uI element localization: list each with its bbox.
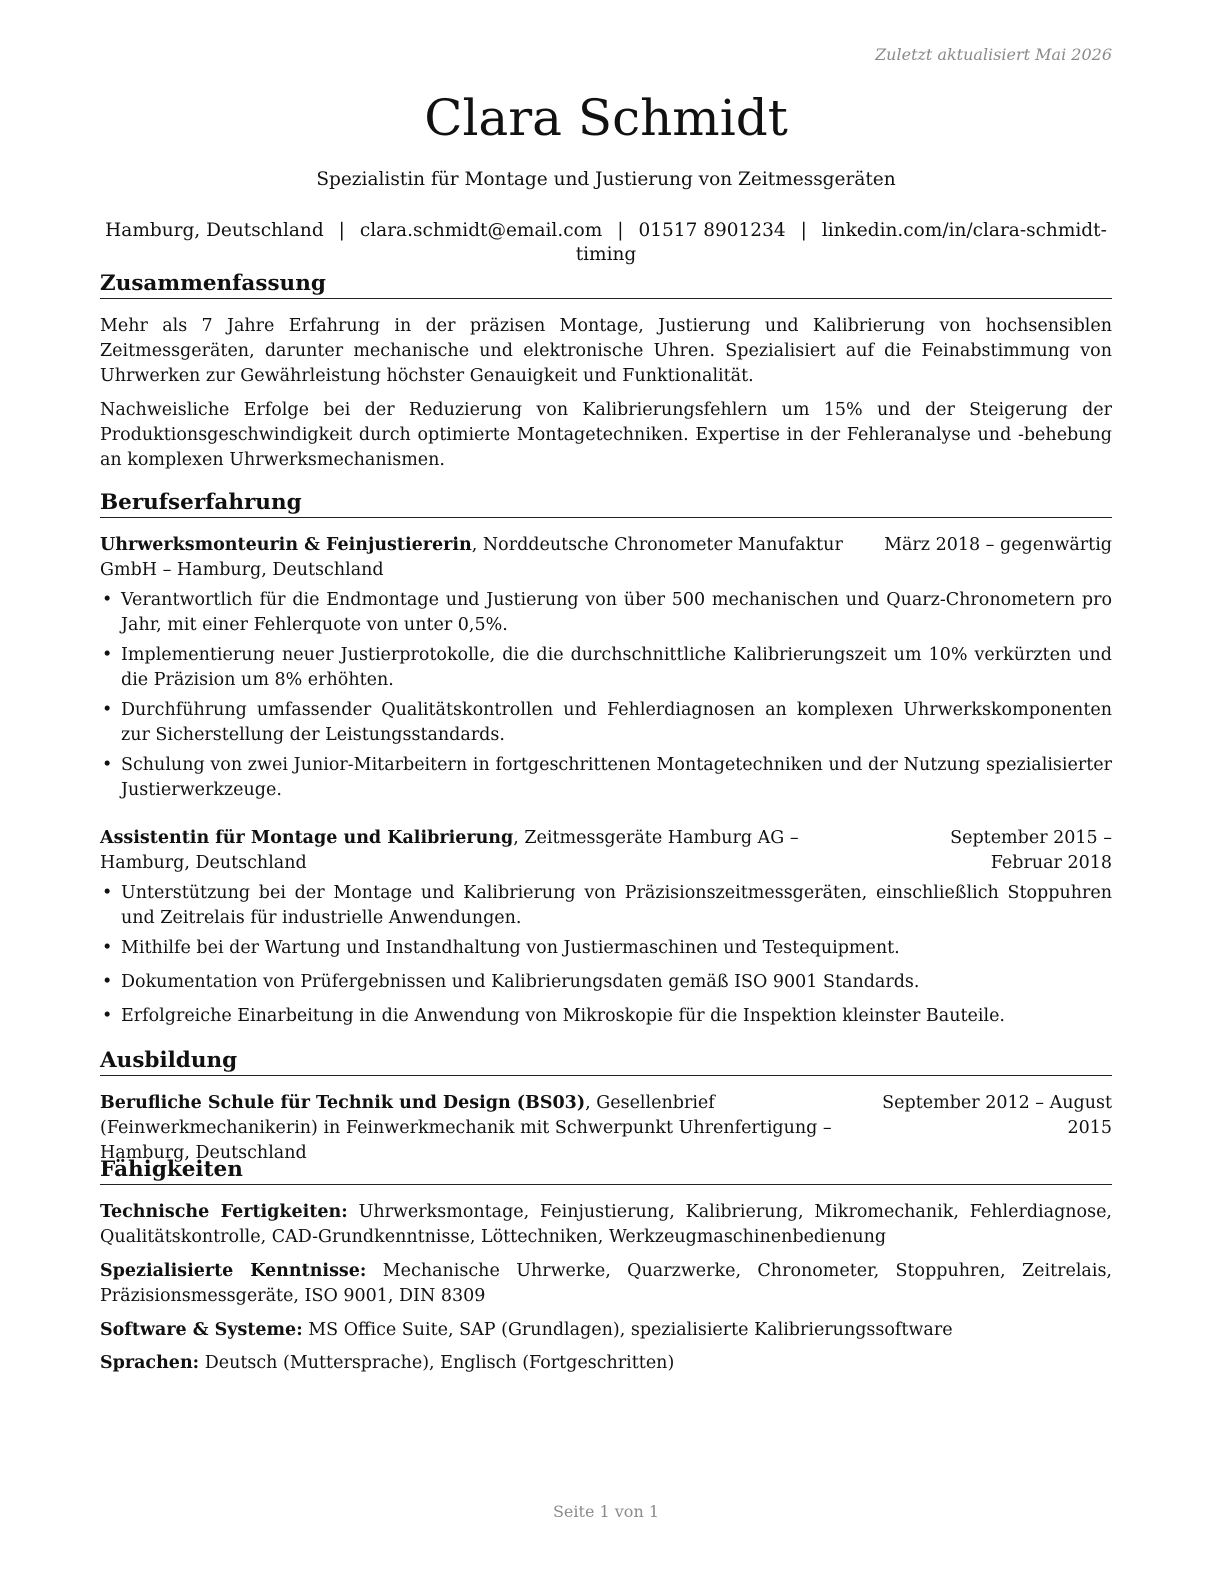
list-item: • Durchführung umfassender Qualitätskontrollen und Fehlerdiagnosen an komplexen Uhrwerkskomponenten zur Sicherstellung der Leistungsstandards. <box>102 700 1112 745</box>
list-item: • Erfolgreiche Einarbeitung in die Anwendung von Mikroskopie für die Inspektion kleinster Bauteile. <box>100 1004 1112 1029</box>
list-item: • Mithilfe bei der Wartung und Instandhaltung von Justiermaschinen und Testequipment. <box>100 936 1112 961</box>
section-title-skills: Fähigkeiten <box>100 1156 1112 1185</box>
job-role: Assistentin für Montage und Kalibrierung <box>100 828 514 848</box>
bullet-icon: • <box>102 590 113 610</box>
list-item: • Dokumentation von Prüfergebnissen und Kalibrierungsdaten gemäß ISO 9001 Standards. <box>100 970 1112 995</box>
job-company: , Zeitmessgeräte Hamburg AG – Hamburg, Deutschland <box>100 828 799 873</box>
skill-value: MS Office Suite, SAP (Grundlagen), spezialisierte Kalibrierungssoftware <box>302 1320 953 1340</box>
skill-row <box>100 1200 1112 1250</box>
list-item: • Unterstützung bei der Montage und Kalibrierung von Präzisionszeitmessgeräten, einschließlich Stoppuhren und Zeitrelais für industrielle Anwendungen. <box>102 883 1112 928</box>
job-bullets <box>100 881 1112 1029</box>
last-updated: Zuletzt aktualisiert Mai 2026 <box>875 45 1112 64</box>
section-title-education: Ausbildung <box>100 1047 1112 1076</box>
skill-row <box>100 1259 1112 1309</box>
candidate-name: Clara Schmidt <box>424 89 788 147</box>
job-role: Uhrwerksmonteurin & Feinjustiererin <box>100 535 472 555</box>
skill-label: Software & Systeme: <box>100 1320 303 1340</box>
skill-value: Uhrwerksmontage, Feinjustierung, Kalibrierung, Mikromechanik, Fehlerdiagnose, Qualitätskontrolle, CAD-Grundkenntnisse, Löttechniken, Werkzeugmaschinenbedienung <box>100 1202 1112 1247</box>
summary-paragraph: Nachweisliche Erfolge bei der Reduzierung von Kalibrierungsfehlern um 15% und der Steigerung der Produktionsgeschwindigkeit durch optimierte Montagetechniken. Expertise in der Fehleranalyse und -behebung an komplexen Uhrwerksmechanismen. <box>100 400 1112 470</box>
contact-separator: | <box>617 220 624 241</box>
education-school: Berufliche Schule für Technik und Design (BS03) <box>100 1093 586 1113</box>
bullet-icon: • <box>102 755 113 775</box>
list-item: • Implementierung neuer Justierprotokolle, die die durchschnittliche Kalibrierungszeit um 10% verkürzten und die Präzision um 8% erhöhten. <box>102 645 1112 690</box>
page-number: Seite 1 von 1 <box>552 1502 660 1521</box>
resume-page <box>100 0 1112 1584</box>
contact-linkedin[interactable]: linkedin.com/in/clara-schmidt-timing <box>575 220 1107 265</box>
section-title-summary: Zusammenfassung <box>100 270 1112 299</box>
summary-paragraph: Mehr als 7 Jahre Erfahrung in der präzisen Montage, Justierung und Kalibrierung von hochsensiblen Zeitmessgeräten, darunter mechanische und elektronische Uhren. Spezialisiert auf die Feinabstimmung von Uhrwerken zur Gewährleistung höchster Genauigkeit und Funktionalität. <box>100 316 1112 386</box>
skill-label: Spezialisierte Kenntnisse: <box>100 1261 367 1281</box>
contact-separator: | <box>338 220 345 241</box>
skill-row <box>100 1318 1112 1343</box>
bullet-icon: • <box>102 645 113 665</box>
bullet-icon: • <box>102 938 113 958</box>
bullet-icon: • <box>102 1006 113 1026</box>
job-dates: September 2015 – Februar 2018 <box>950 828 1112 873</box>
skill-label: Technische Fertigkeiten: <box>100 1202 348 1222</box>
bullet-icon: • <box>102 972 113 992</box>
skill-value: Mechanische Uhrwerke, Quarzwerke, Chronometer, Stoppuhren, Zeitrelais, Präzisionsmessgeräte, ISO 9001, DIN 8309 <box>100 1261 1112 1306</box>
education-entry <box>100 1091 1112 1166</box>
contact-location: Hamburg, Deutschland <box>105 220 324 241</box>
list-item: • Verantwortlich für die Endmontage und Justierung von über 500 mechanischen und Quarz-Chronometern pro Jahr, mit einer Fehlerquote von unter 0,5%. <box>102 590 1112 635</box>
contact-separator: | <box>800 220 807 241</box>
job-dates: März 2018 – gegenwärtig <box>884 535 1112 555</box>
education-dates: September 2012 – August 2015 <box>882 1093 1112 1138</box>
job-company: , Norddeutsche Chronometer Manufaktur GmbH – Hamburg, Deutschland <box>100 535 843 580</box>
job-bullets <box>100 588 1112 803</box>
bullet-icon: • <box>102 883 113 903</box>
skill-value: Deutsch (Muttersprache), Englisch (Fortgeschritten) <box>199 1353 675 1373</box>
section-title-experience: Berufserfahrung <box>100 489 1112 518</box>
job-header <box>100 533 1112 583</box>
education-detail: , Gesellenbrief (Feinwerkmechanikerin) in Feinwerkmechanik mit Schwerpunkt Uhrenfertigung – Hamburg, Deutschland <box>100 1093 832 1163</box>
contact-line <box>100 219 1112 267</box>
bullet-icon: • <box>102 700 113 720</box>
list-item: • Schulung von zwei Junior-Mitarbeitern in fortgeschrittenen Montagetechniken und der Nutzung spezialisierter Justierwerkzeuge. <box>102 755 1112 800</box>
contact-phone: 01517 8901234 <box>638 220 786 241</box>
skill-row <box>100 1351 1112 1376</box>
contact-email[interactable]: clara.schmidt@email.com <box>359 220 603 241</box>
skill-label: Sprachen: <box>100 1353 200 1373</box>
job-header <box>100 826 1112 876</box>
candidate-tagline: Spezialistin für Montage und Justierung von Zeitmessgeräten <box>316 169 896 190</box>
